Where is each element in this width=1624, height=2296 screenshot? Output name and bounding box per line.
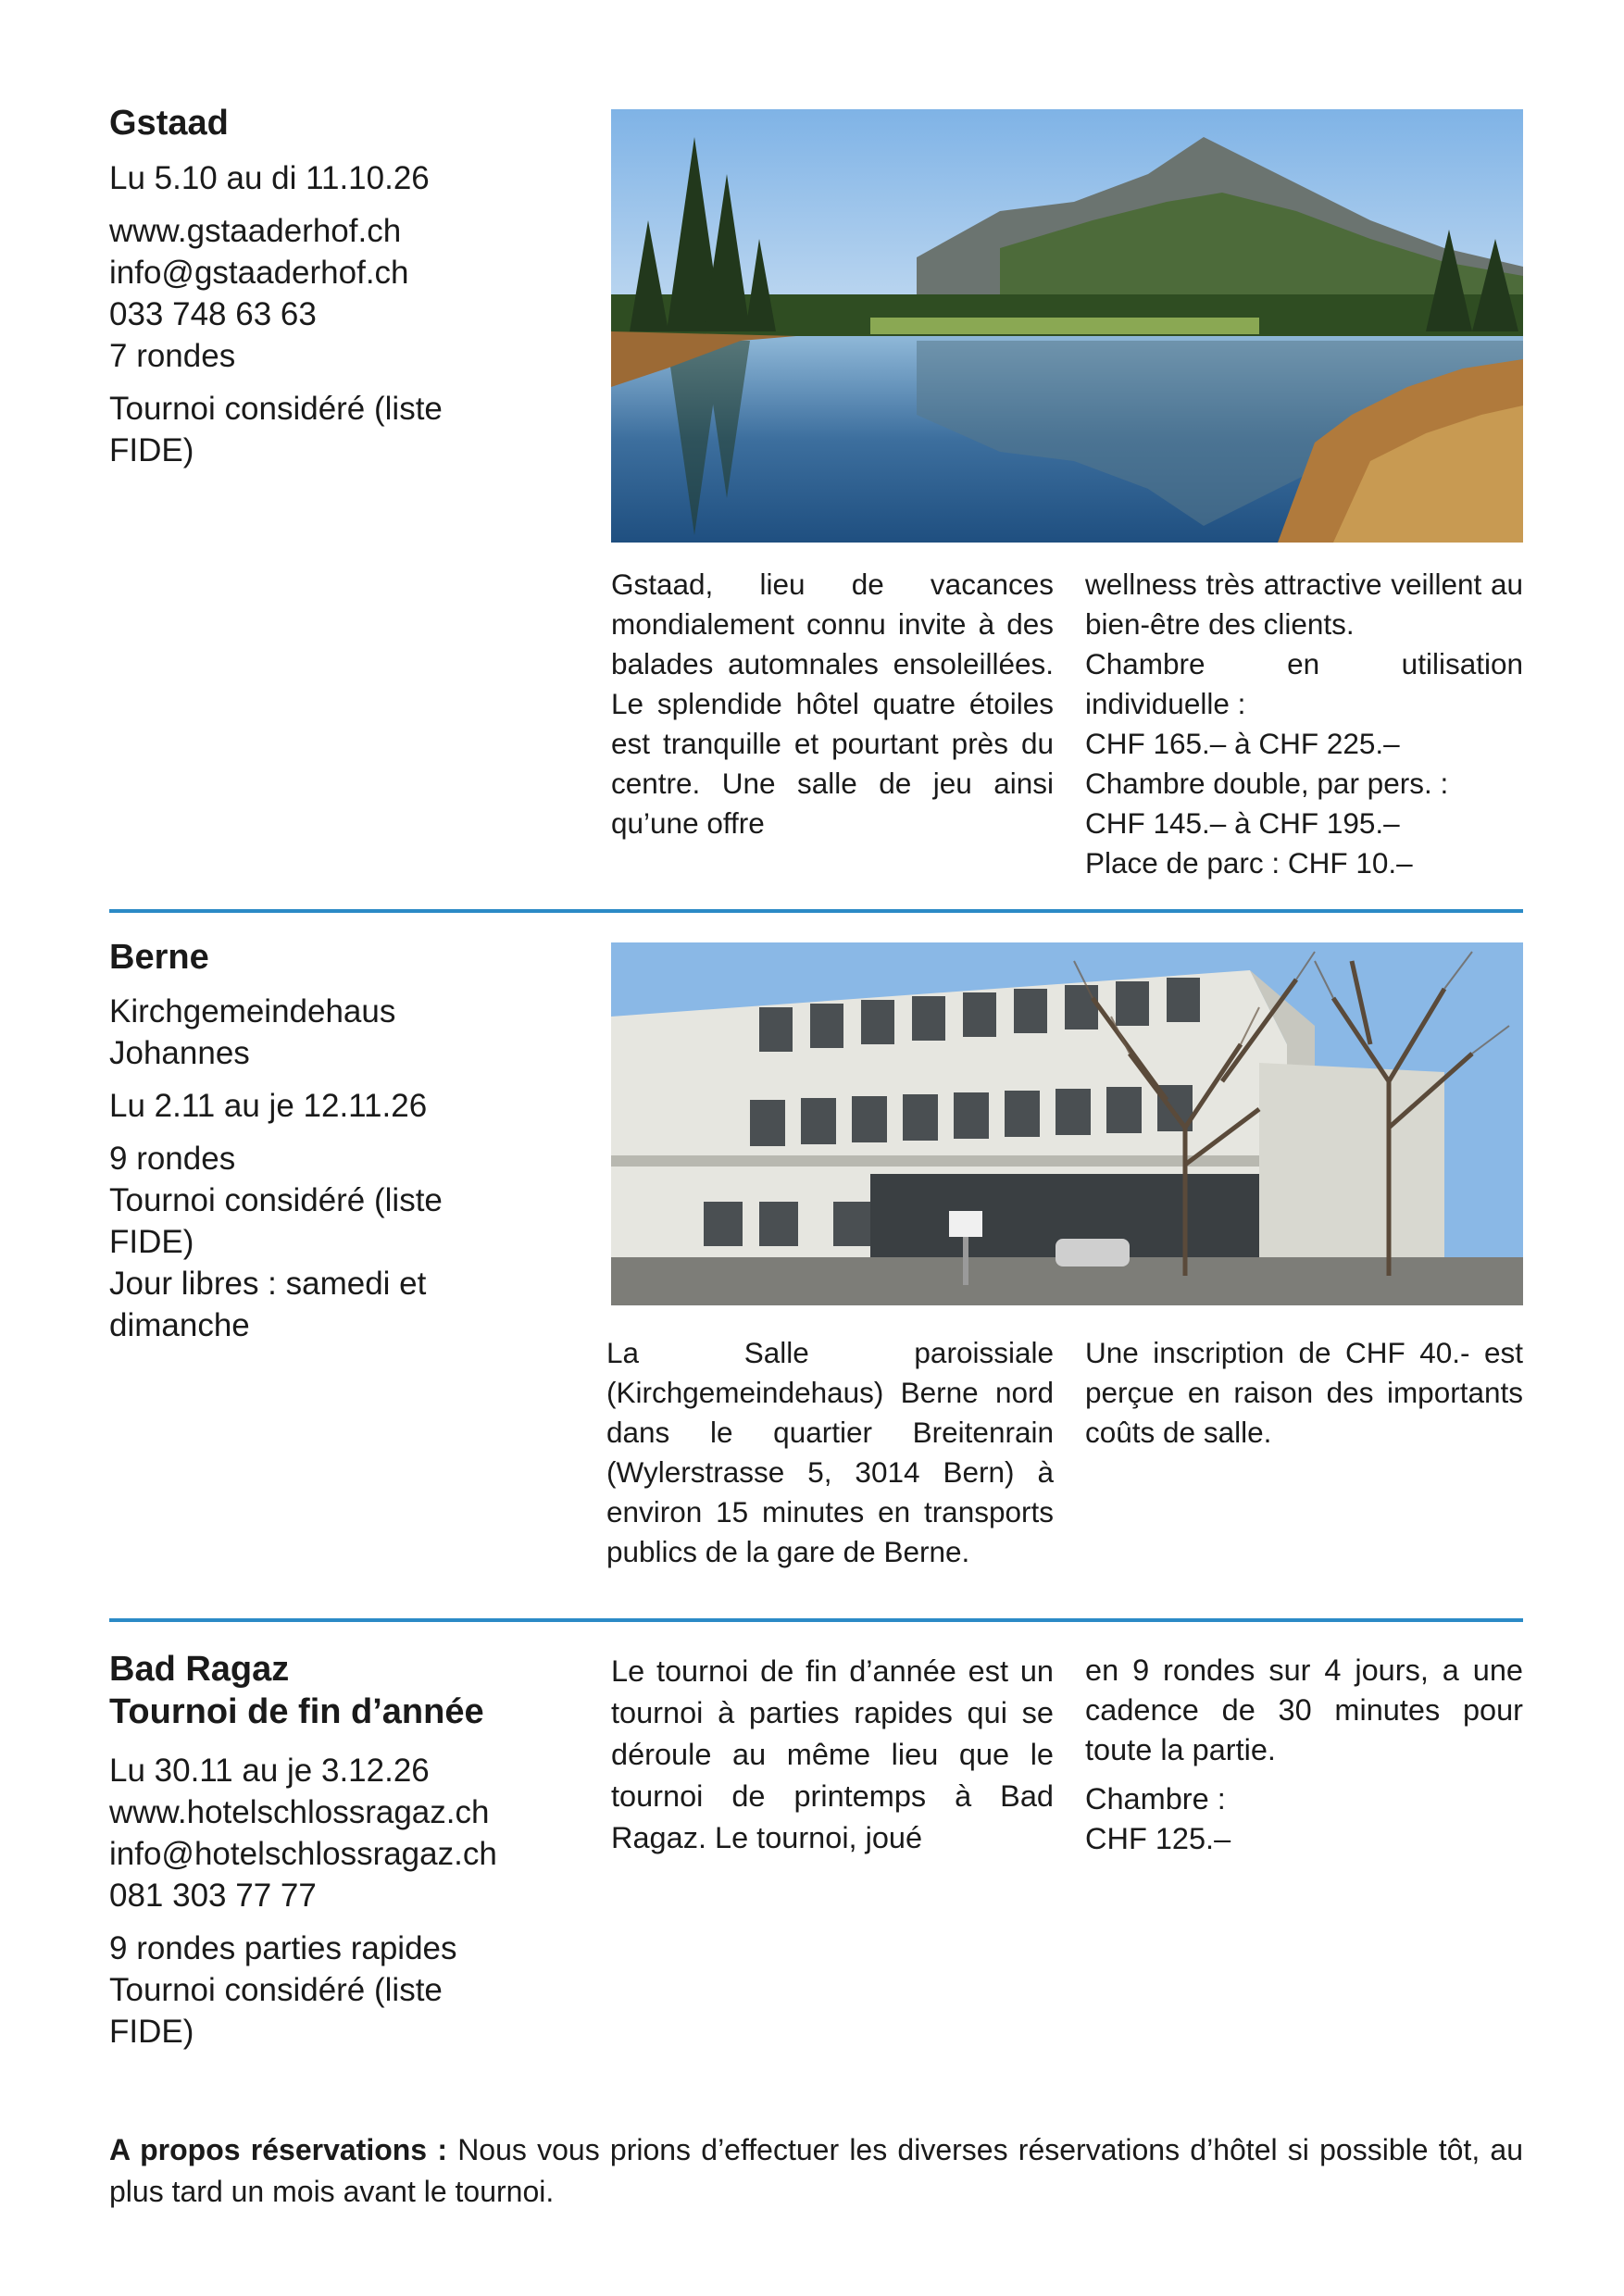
bad-ragaz-subtitle: Tournoi de fin d’année (109, 1692, 484, 1731)
berne-dates: Lu 2.11 au je 12.11.26 (109, 1088, 428, 1124)
gstaad-desc-parking: Place de parc : CHF 10.– (1085, 846, 1413, 880)
gstaad-desc-single-room: Chambre en utilisation individuelle : (1085, 647, 1523, 720)
bad-ragaz-name: Bad Ragaz (109, 1650, 290, 1689)
berne-building-photo (611, 942, 1523, 1305)
section-divider-1 (109, 909, 1523, 913)
berne-title: Berne (109, 938, 209, 977)
berne-description-right: Une inscription de CHF 40.- est perçue en raison des importants coûts de salle. (1085, 1336, 1523, 1449)
bad-ragaz-rating: Tournoi considéré (liste FIDE) (109, 1972, 443, 2050)
gstaad-desc-double-room: Chambre double, par pers. : (1085, 767, 1449, 800)
bad-ragaz-phone: 081 303 77 77 (109, 1878, 317, 1914)
bad-ragaz-dates: Lu 30.11 au je 3.12.26 (109, 1753, 430, 1789)
berne-description-left: La Salle paroissiale (Kirchgemeindehaus) Berne nord dans le quartier Breitenrain (Wylerstrasse 5, 3014 Bern) à environ 15 minutes en transports publics de la gare de Berne. (606, 1336, 1054, 1568)
gstaad-description-left: Gstaad, lieu de vacances mondialement connu invite à des balades automnales ensoleillées. Le splendide hôtel quatre étoiles est tranquille et pourtant près du centre. Une salle de jeu ainsi qu’une offre (611, 568, 1054, 840)
bad-ragaz-desc-room-price: CHF 125.– (1085, 1822, 1231, 1855)
gstaad-info (109, 157, 591, 471)
bad-ragaz-desc-rounds: en 9 rondes sur 4 jours, a une cadence de 30 minutes pour toute la partie. (1085, 1653, 1523, 1766)
bad-ragaz-description-right (1085, 1651, 1523, 1859)
gstaad-desc-single-price: CHF 165.– à CHF 225.– (1085, 727, 1400, 760)
bad-ragaz-info (109, 1750, 628, 2053)
gstaad-lake-photo (611, 109, 1523, 543)
berne-venue: Kirchgemeindehaus Johannes (109, 993, 396, 1071)
gstaad-description-right (1085, 565, 1523, 883)
bad-ragaz-website: www.hotelschlossragaz.ch (109, 1794, 490, 1830)
berne-free-days: Jour libres : samedi et dimanche (109, 1266, 427, 1343)
reservation-note-label: A propos réservations : (109, 2133, 447, 2166)
reservation-note-text: Nous vous prions d’effectuer les diverses réservations d’hôtel si possible tôt, au plus tard un mois avant le tournoi. (109, 2133, 1524, 2208)
bad-ragaz-rounds: 9 rondes parties rapides (109, 1930, 457, 1966)
bad-ragaz-email: info@hotelschlossragaz.ch (109, 1836, 497, 1872)
gstaad-title: Gstaad (109, 104, 229, 143)
berne-rounds: 9 rondes (109, 1141, 236, 1177)
reservation-note (109, 2129, 1523, 2213)
gstaad-desc-double-price: CHF 145.– à CHF 195.– (1085, 806, 1400, 840)
gstaad-website: www.gstaaderhof.ch (109, 213, 402, 249)
gstaad-rating: Tournoi considéré (liste FIDE) (109, 391, 443, 468)
gstaad-rounds: 7 rondes (109, 338, 236, 374)
gstaad-email: info@gstaaderhof.ch (109, 255, 409, 291)
bad-ragaz-desc-room: Chambre : (1085, 1782, 1226, 1816)
gstaad-dates: Lu 5.10 au di 11.10.26 (109, 160, 430, 196)
berne-info (109, 991, 517, 1346)
bad-ragaz-title (109, 1648, 628, 1733)
bad-ragaz-description-left: Le tournoi de fin d’année est un tournoi à parties rapides qui se déroule au même lieu que le tournoi de printemps à Bad Ragaz. Le tournoi, joué (611, 1654, 1054, 1854)
gstaad-desc-wellness: wellness très attractive veillent au bien-être des clients. (1085, 568, 1523, 641)
berne-rating: Tournoi considéré (liste FIDE) (109, 1182, 443, 1260)
gstaad-phone: 033 748 63 63 (109, 296, 317, 332)
section-divider-2 (109, 1618, 1523, 1622)
